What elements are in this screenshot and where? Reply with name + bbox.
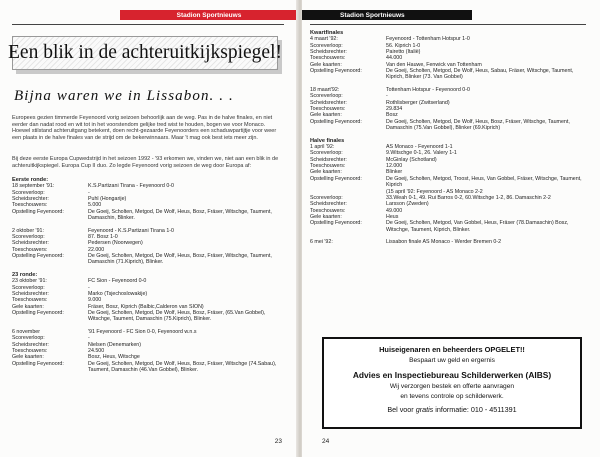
match-row-label: Toeschouwers: (12, 348, 48, 355)
match-row (310, 119, 586, 132)
intro-paragraph-1: Europees gezien timmerde Feyenoord vorig seizoen behoorlijk aan de weg. Pas in de halve finales, en niet eerder dan nadat rood en wit tot in het voorstendom gelijke tred wist te houden, bogen we voor Monaco. Hoewel stilstand achteruitgang betekent, doen recht-gezaarde Feyenoorders een schaduwpartijtje voor weer een plaats in de halve finales van de strijd om de bekerwinnaars. Maar 't mag ook best iets meer zijn. (12, 115, 277, 142)
match-block (310, 239, 586, 245)
match-row-value: De Goeij, Scholten, Metgod, De Wolf, Heus, Sabau, Fräser, Witschge, Taument, Kiprich, Blinker (73. Van Gobbel) (386, 68, 574, 81)
match-row-value: Heus (386, 213, 399, 220)
match-row-value: De Goeij, Scholten, Metgod, De Wolf, Heus, Bosz, Fräser, Witschge, Taument, Damaschin, Blinker. (88, 208, 272, 222)
ad-phone-number: informatie: 010 - 4511391 (435, 405, 517, 414)
match-row-label: Gele kaarten: (12, 354, 44, 361)
subtitle: Bijna waren we in Lissabon. . . (14, 88, 234, 104)
match-row-value: 9.Witschge 0-1, 26. Valery 1-1 (386, 150, 457, 157)
match-block (12, 183, 284, 221)
ad-service-line-1: Wij verzorgen bestek en offerte aanvragen (389, 383, 515, 390)
ad-service-line-2: en tevens controle op schilderwerk. (400, 393, 504, 400)
match-row (310, 220, 586, 233)
match-row-label: Opstelling Feyenoord: (12, 310, 64, 317)
match-row-label: 23 oktober '91: (12, 278, 47, 285)
match-row-label: 4 maart '92: (310, 36, 338, 43)
match-row-label: Gele kaarten: (12, 303, 44, 310)
left-page (0, 0, 298, 457)
match-row-label: Gele kaarten: (310, 61, 342, 68)
match-row-value: 56. Kiprich 1-0 (386, 42, 421, 49)
match-row-value: Rothlisberger (Zwitserland) (386, 99, 450, 106)
match-row-value: Fräser, Bosz, Kiprich (Balbic,Calderon van SION) (88, 303, 204, 310)
match-row-value: (15 april '92: Feyenoord - AS Monaco 2-2 (386, 188, 483, 195)
round-heading: Kwartfinales (310, 30, 344, 36)
match-row-value: De Goeij, Scholten, Metgod, Van Gobbel, Heus, Fräser (78.Damaschin) Bosz, Witschge, Taument, Kiprich, Blinker. (386, 220, 569, 233)
match-row-value: Bosz, Heus, Witschge (88, 354, 140, 361)
match-row-label: Gele kaarten: (310, 213, 342, 220)
right-page (302, 0, 600, 457)
match-row (310, 176, 586, 189)
match-row-value: 5.000 (88, 202, 102, 209)
page-number-right: 24 (322, 438, 330, 445)
left-header-rule (12, 24, 284, 25)
match-row-value: - (88, 335, 90, 342)
match-row-label: Opstelling Feyenoord: (310, 118, 362, 125)
match-row-label: Scoreverloop: (12, 335, 45, 342)
match-row-label: Scoreverloop: (12, 284, 45, 291)
match-row-label: Toeschouwers: (12, 202, 48, 209)
match-row-label: 1 april '92: (310, 144, 335, 151)
match-row-label: 6 november (12, 329, 40, 336)
match-row-label: Scheidsrechter: (310, 156, 347, 163)
match-row-label: Scoreverloop: (310, 150, 343, 157)
match-row (310, 239, 586, 245)
match-row-value: Bosz (386, 112, 398, 119)
ad-tagline: Bespaart uw geld en ergernis (409, 357, 495, 364)
ad-title: Huiseigenaren en beheerders OPGELET!! (379, 345, 525, 354)
match-row-value: - (88, 189, 90, 196)
match-block (12, 278, 284, 322)
page-title: Een blik in de achteruitkijkspiegel! (8, 42, 282, 63)
match-row-value: '91 Feyenoord - FC Sion 0-0, Feyenoord w.n.s (88, 329, 197, 336)
match-row-value: - (386, 93, 388, 100)
ad-phone-prefix: Bel voor (387, 405, 414, 414)
match-row-label: Toeschouwers: (310, 207, 346, 214)
match-row-value: Van den Hauwe, Fenwick van Tottenham (386, 61, 482, 68)
match-row-label: Toeschouwers: (12, 297, 48, 304)
match-block (310, 36, 586, 80)
match-row-label: 18 september '91: (12, 183, 55, 190)
round-heading: Halve finales (310, 137, 345, 144)
match-row-label: Scheidsrechter: (12, 291, 49, 298)
match-row-label: Scheidsrechter: (310, 201, 347, 208)
match-row-label: 2 oktober '91: (12, 227, 44, 234)
match-block (12, 329, 284, 373)
match-block (12, 228, 284, 266)
match-row-label: Scheidsrechter: (12, 240, 49, 247)
match-row-value: Pairetto (Italië) (386, 49, 421, 56)
title-box (8, 36, 282, 70)
match-row (12, 310, 284, 323)
match-row-label: Opstelling Feyenoord: (310, 220, 362, 227)
match-row-label: Toeschouwers: (310, 55, 346, 62)
match-row-value: - (88, 284, 90, 291)
match-row-label: Scheidsrechter: (12, 341, 49, 348)
match-row-label: Scoreverloop: (12, 234, 45, 241)
match-row-value: De Goeij, Scholten, Metgod, De Wolf, Heus, Bosz, Fräser, (65.Van Gobbel), Witschge, Taument, Damaschin (75.Kiprich), Blinker. (88, 310, 266, 323)
match-row-value: 49.000 (386, 207, 403, 214)
round-heading: 23 ronde: (12, 272, 38, 279)
match-row (12, 253, 284, 266)
match-row (310, 68, 586, 81)
match-row-label: Scheidsrechter: (12, 196, 49, 203)
match-row-label: Gele kaarten: (310, 169, 342, 176)
match-row-value: Feyenoord - K.S.Partizani Tirana 1-0 (88, 227, 174, 234)
match-row-value: 29.834 (386, 106, 403, 113)
match-row-label: Opstelling Feyenoord: (310, 175, 362, 182)
match-row-label: Scoreverloop: (310, 194, 343, 201)
match-row-label: Scoreverloop: (310, 42, 343, 49)
right-header-bar: Stadion Sportnieuws (302, 10, 472, 20)
match-row-label: Scoreverloop: (310, 93, 343, 100)
match-row-value: Tottenham Hotspur - Feyenoord 0-0 (386, 87, 470, 94)
intro-paragraph-2: Bij deze eerste Europa Cupwedstrijd in het seizoen 1992 - '93 erkomen we, vinden we, niet aan een blik in de achteruitkijkspiegel. Europa Cup II duo. Zo legde Feyenoord vorig seizoen de weg door Europa af: (12, 156, 279, 169)
match-row-value: Blinker (386, 169, 403, 176)
match-row-label: Scheidsrechter: (310, 99, 347, 106)
match-row-value: 87. Bosz 1-0 (88, 234, 118, 241)
left-header-bar: Stadion Sportnieuws (120, 10, 298, 20)
match-row-label: 6 mei '92: (310, 239, 333, 246)
match-row-value: De Goeij, Scholten, Metgod, Troost, Heus, Van Gobbel, Fräser, Witschge, Taument, Kiprich (386, 175, 582, 189)
match-row-value: De Goeij, Scholten, Metgod, De Wolf, Heus, Bosz, Fräser, Witschge, Taument, Damaschin (71.Kiprich), Blinker. (88, 253, 272, 266)
match-row (12, 209, 284, 222)
match-row-value: K.S.Partizani Tirana - Feyenoord 0-0 (88, 183, 174, 190)
match-row-value: 9.000 (88, 297, 102, 304)
match-row-label: Toeschouwers: (12, 246, 48, 253)
match-row-value: De Goeij, Scholten, Metgod, De Wolf, Heus, Bosz, Fräser, Witschge (74.Sabau), Taument, Damaschin (46.Van Gobbel), Blinker. (88, 360, 277, 374)
match-block (310, 87, 586, 131)
match-row-label: Opstelling Feyenoord: (12, 360, 64, 367)
match-row-value: De Goeij, Scholten, Metgod, De Wolf, Heus, Bosz, Fräser, Witschge, Taument, Damaschin (75.Van Gobbel), Blinker (69.Kiprich) (386, 118, 570, 132)
match-row-value: McGinlay (Schotland) (386, 156, 437, 163)
match-row-value: Lissabon finale AS Monaco - Werder Bremen 0-2 (386, 239, 502, 246)
page-number-left: 23 (274, 438, 282, 445)
match-row-value: 24.500 (88, 348, 105, 355)
right-match-list (310, 30, 586, 252)
match-row-label: Opstelling Feyenoord: (12, 253, 64, 260)
match-row-label: Gele kaarten: (310, 112, 342, 119)
match-row-value: Marko (Tsjechoslowakije) (88, 291, 148, 298)
match-row-value: Larsson (Zweden) (386, 201, 429, 208)
right-header-rule (310, 24, 586, 25)
match-row-value: AS Monaco - Feyenoord 1-1 (386, 144, 453, 151)
match-row-value: Nielsen (Denemarken) (88, 341, 141, 348)
match-row-value: 33.Weah 0-1, 49. Rui Barros 0-2, 60.Witschge 1-2, 86. Damaschin 2-2 (386, 194, 551, 201)
match-row (12, 361, 284, 374)
match-row-value: Puhl (Hongarije) (88, 196, 127, 203)
match-row-value: Pedersen (Noorwegen) (88, 240, 143, 247)
match-row-value: 12.000 (386, 163, 403, 170)
match-row-label: Toeschouwers: (310, 106, 346, 113)
aibs-advertisement (322, 337, 582, 429)
ad-phone-gratis: gratis (415, 405, 434, 414)
match-row-label: 18 maart'92: (310, 87, 340, 94)
round-heading: Eerste ronde: (12, 177, 49, 183)
match-row-label: Scoreverloop: (12, 189, 45, 196)
match-row-label: Opstelling Feyenoord: (310, 68, 362, 75)
match-row-label: Toeschouwers: (310, 163, 346, 170)
match-row-value: FC Sion - Feyenoord 0-0 (88, 278, 147, 285)
ad-bureau-name: Advies en Inspectiebureau Schilderwerken (AIBS) (352, 370, 552, 380)
left-match-list (12, 177, 284, 380)
match-row-value: 22.000 (88, 246, 105, 253)
match-row-label: Scheidsrechter: (310, 49, 347, 56)
match-row-value: 44.000 (386, 55, 403, 62)
ad-phone-line (324, 405, 580, 414)
match-row-label: Opstelling Feyenoord: (12, 208, 64, 215)
match-block (310, 144, 586, 233)
match-row-value: Feyenoord - Tottenham Hotspur 1-0 (386, 36, 470, 43)
